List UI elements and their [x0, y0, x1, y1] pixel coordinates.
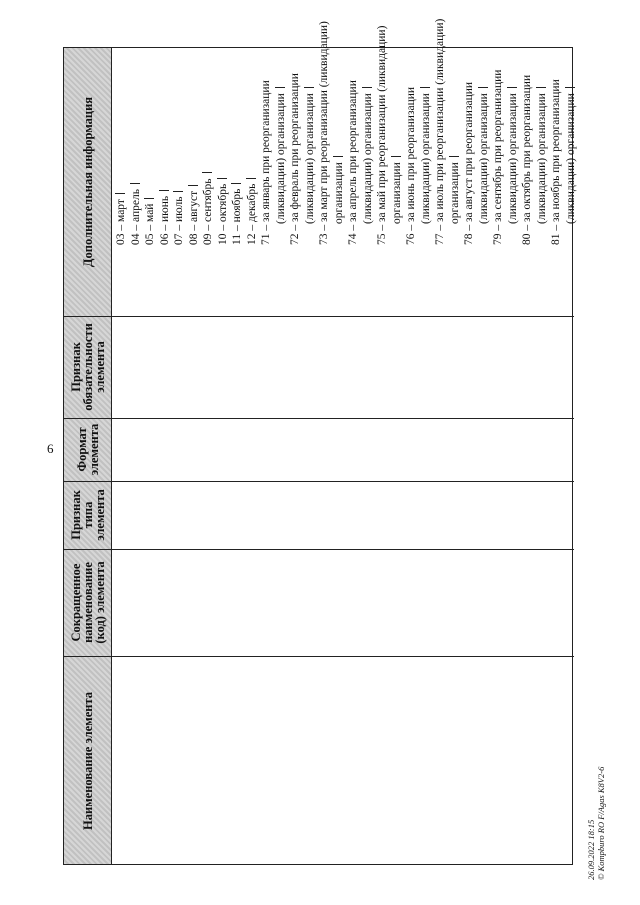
column-divider	[64, 316, 574, 317]
entry-bracket	[173, 186, 183, 192]
info-line	[216, 0, 231, 245]
info-line-text: (ликвидации) организации	[477, 93, 490, 224]
column-divider	[64, 418, 574, 419]
info-line	[404, 0, 419, 245]
info-line	[288, 0, 303, 245]
info-line-text: 76 – за июнь при реорганизации	[405, 86, 417, 245]
info-line-text: 09 – сентябрь	[202, 178, 214, 245]
info-line	[390, 0, 405, 245]
info-line-text: 07 – июль	[173, 196, 185, 245]
info-line	[375, 0, 390, 245]
info-line	[419, 0, 434, 245]
info-line-text: (ликвидации) организации	[274, 93, 287, 224]
entry-bracket	[130, 178, 140, 184]
entry-bracket	[188, 180, 198, 186]
header-element-name: Наименование элемента	[81, 692, 95, 831]
info-line-text: 75 – за май при реорганизации (ликвидации)	[376, 25, 388, 245]
info-line-text: 05 – май	[144, 203, 156, 245]
info-line-text: 06 – июнь	[158, 195, 171, 245]
entry-bracket	[231, 178, 241, 184]
entry-bracket	[202, 167, 212, 173]
info-line-text: 79 – за сентябрь при реорганизации	[492, 69, 504, 245]
info-line-text: 12 – декабрь	[245, 183, 258, 245]
info-line	[317, 0, 332, 245]
header-format: Формат элемента	[75, 423, 101, 476]
column-divider	[64, 549, 574, 550]
entry-bracket	[246, 173, 256, 179]
print-stamp	[586, 760, 620, 880]
info-line-text: 10 – октябрь	[216, 183, 229, 245]
info-line-text: 72 – за февраль при реорганизации	[289, 73, 301, 245]
info-line	[172, 0, 187, 245]
entry-bracket	[478, 82, 488, 88]
info-line-text: 11 – ноябрь	[231, 188, 243, 245]
entry-bracket	[159, 185, 169, 191]
info-line	[491, 0, 506, 245]
stamp-date: 26.09.2022 18:15	[586, 819, 596, 880]
column-divider	[64, 481, 574, 482]
info-line-text: 73 – за март при реорганизации (ликвидации)	[318, 21, 330, 245]
info-line	[114, 0, 129, 245]
info-line	[506, 0, 521, 245]
info-line	[259, 0, 274, 245]
info-line-text: организации	[390, 162, 403, 224]
info-line	[535, 0, 550, 245]
info-line-text: 08 – август	[187, 190, 200, 245]
info-line-text: (ликвидации) организации	[419, 93, 432, 224]
info-line	[361, 0, 376, 245]
entry-bracket	[304, 82, 314, 88]
entry-bracket	[275, 82, 285, 88]
entry-bracket	[420, 82, 430, 88]
info-line-text: 81 – за ноябрь при реорганизации	[550, 79, 562, 245]
elements-table	[63, 18, 577, 865]
info-line-text: 78 – за август при реорганизации	[463, 81, 475, 245]
entry-bracket	[507, 82, 517, 88]
entry-bracket	[449, 151, 459, 157]
entry-bracket	[565, 82, 575, 88]
info-line	[303, 0, 318, 245]
entry-bracket	[333, 151, 343, 157]
info-line	[477, 0, 492, 245]
info-line	[462, 0, 477, 245]
info-line-text: организации	[448, 162, 461, 224]
info-line-text: 77 – за июль при реорганизации (ликвидации)	[434, 18, 446, 245]
info-line	[230, 0, 245, 245]
info-line-text: 80 – за октябрь при реорганизации	[521, 74, 533, 245]
stamp-source: © Kompburo RO F/Agas K8V2-6	[596, 766, 606, 880]
info-line	[187, 0, 202, 245]
column-divider	[64, 656, 574, 657]
info-line	[274, 0, 289, 245]
info-line	[448, 0, 463, 245]
additional-info-cell	[112, 18, 577, 248]
info-line	[433, 0, 448, 245]
info-line	[520, 0, 535, 245]
info-line-text: (ликвидации) организации	[506, 93, 519, 224]
header-short-name: Сокращенное наименование (код) элемента	[69, 561, 107, 644]
entry-bracket	[391, 151, 401, 157]
header-type-sign: Признак типа элемента	[69, 489, 107, 541]
info-line-text: (ликвидации) организации	[303, 93, 316, 224]
info-line-text: 04 – апрель	[129, 189, 142, 245]
info-line-text: 03 – март	[115, 199, 127, 245]
entry-bracket	[217, 173, 227, 179]
entry-bracket	[536, 82, 546, 88]
additional-info-list	[112, 0, 578, 248]
entry-bracket	[115, 188, 125, 194]
entry-bracket	[144, 193, 154, 199]
info-line	[549, 0, 564, 245]
info-line-text: 74 – за апрель при реорганизации	[347, 80, 359, 245]
info-line	[332, 0, 347, 245]
header-additional-info: Дополнительная информация	[81, 96, 95, 268]
entry-bracket	[362, 82, 372, 88]
page-number: 6	[47, 441, 54, 456]
info-line	[143, 0, 158, 245]
info-line	[129, 0, 144, 245]
header-mandatory-sign: Признак обязательности элемента	[69, 323, 107, 411]
info-line-text: 71 – за январь при реорганизации	[260, 80, 272, 245]
info-line	[158, 0, 173, 245]
info-line	[201, 0, 216, 245]
info-line	[245, 0, 260, 245]
info-line-text: организации	[332, 162, 345, 224]
info-line-text: (ликвидации) организации	[535, 93, 548, 224]
info-line	[346, 0, 361, 245]
info-line-text: (ликвидации) организации	[361, 93, 374, 224]
info-line	[564, 0, 579, 245]
info-line-text: (ликвидации) организации	[564, 93, 577, 224]
